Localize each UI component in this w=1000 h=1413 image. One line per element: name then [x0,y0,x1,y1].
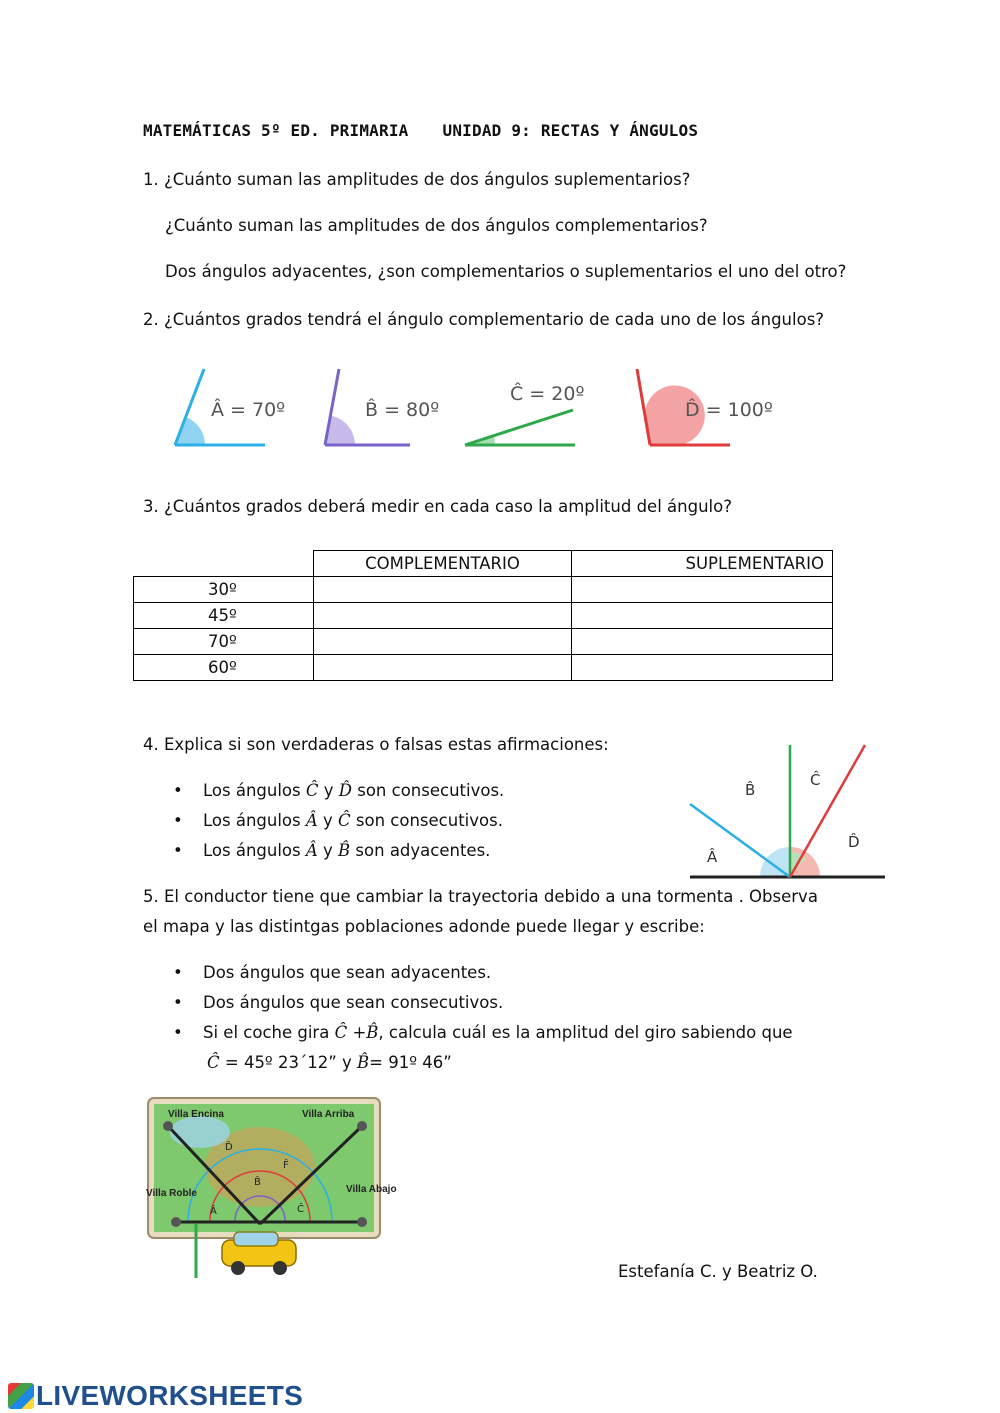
list-item: • Los ángulos Â y B̂ son adyacentes. [203,841,490,860]
list-item: • Dos ángulos que sean consecutivos. [203,993,503,1012]
diagram-ray-blue [690,804,790,877]
map-place-villa-encina: Villa Encina [168,1109,224,1120]
row-angle: 30º [134,577,314,603]
liveworksheets-logo [8,1380,303,1412]
map-angle-f: F̂ [283,1160,289,1171]
question-5-line-1: 5. El conductor tiene que cambiar la trayectoria debido a una tormenta . Observa [143,887,818,906]
table-row [134,629,833,655]
angle-d-label: D̂ = 100º [685,399,773,421]
list-item: • Los ángulos Â y Ĉ son consecutivos. [203,811,503,830]
map-node [357,1121,367,1131]
consecutive-angles-diagram [685,740,895,885]
angle-c-label: Ĉ = 20º [510,383,585,405]
giro-data-line: Ĉ = 45º 23´12” y B̂= 91º 46” [207,1053,452,1072]
author-signature: Estefanía C. y Beatriz O. [618,1262,818,1281]
page-title [143,121,698,140]
map-place-villa-abajo: Villa Abajo [346,1184,397,1195]
map-angle-c: Ĉ [297,1204,304,1215]
angle-b-label: B̂ = 80º [365,399,440,421]
row-angle: 60º [134,655,314,681]
answer-cell[interactable] [572,629,833,655]
diagram-label-d: D̂ [848,833,860,851]
question-1b: ¿Cuánto suman las amplitudes de dos ángulos complementarios? [165,216,708,235]
map-place-villa-arriba: Villa Arriba [302,1109,355,1120]
map-place-villa-roble: Villa Roble [146,1188,197,1199]
answer-cell[interactable] [314,629,572,655]
logo-mark-icon [8,1383,34,1409]
diagram-label-c: Ĉ [810,771,821,789]
table-corner [134,551,314,577]
diagram-label-b: B̂ [745,781,756,799]
list-item: • Si el coche gira Ĉ +B̂, calcula cuál es la amplitud del giro sabiendo que [203,1023,793,1042]
question-3: 3. ¿Cuántos grados deberá medir en cada caso la amplitud del ángulo? [143,497,732,516]
list-item: • Dos ángulos que sean adyacentes. [203,963,491,982]
angle-figures [165,365,773,455]
angle-c-ray [465,410,573,445]
map-node [171,1217,181,1227]
table-row [134,603,833,629]
angles-table [133,550,833,681]
answer-cell[interactable] [572,577,833,603]
header-complementario: COMPLEMENTARIO [314,551,572,577]
question-1a: 1. ¿Cuánto suman las amplitudes de dos ángulos suplementarios? [143,170,691,189]
route-map [140,1092,397,1282]
subject-title: MATEMÁTICAS 5º ED. PRIMARIA [143,121,409,140]
map-angle-d: D̂ [225,1142,233,1153]
map-angle-a: Â [210,1206,217,1217]
diagram-ray-red [790,745,865,877]
answer-cell[interactable] [572,603,833,629]
map-node [357,1217,367,1227]
logo-text: LIVEWORKSHEETS [36,1380,304,1411]
answer-cell[interactable] [314,577,572,603]
answer-cell[interactable] [314,655,572,681]
question-1c: Dos ángulos adyacentes, ¿son complementarios o suplementarios el uno del otro? [165,262,847,281]
header-suplementario: SUPLEMENTARIO [572,551,833,577]
answer-cell[interactable] [314,603,572,629]
list-item: • Los ángulos Ĉ y D̂ son consecutivos. [203,781,504,800]
table-row [134,577,833,603]
answer-cell[interactable] [572,655,833,681]
angle-a-label: Â = 70º [211,399,286,421]
row-angle: 70º [134,629,314,655]
unit-title: UNIDAD 9: RECTAS Y ÁNGULOS [442,121,699,140]
map-angle-b: B̂ [254,1177,261,1188]
table-header-row [134,551,833,577]
map-lake [170,1116,230,1148]
question-2: 2. ¿Cuántos grados tendrá el ángulo complementario de cada uno de los ángulos? [143,310,825,329]
table-row [134,655,833,681]
row-angle: 45º [134,603,314,629]
diagram-label-a: Â [707,848,718,866]
question-4: 4. Explica si son verdaderas o falsas estas afirmaciones: [143,735,609,754]
question-5-line-2: el mapa y las distintgas poblaciones adonde puede llegar y escribe: [143,917,705,936]
map-node [163,1121,173,1131]
